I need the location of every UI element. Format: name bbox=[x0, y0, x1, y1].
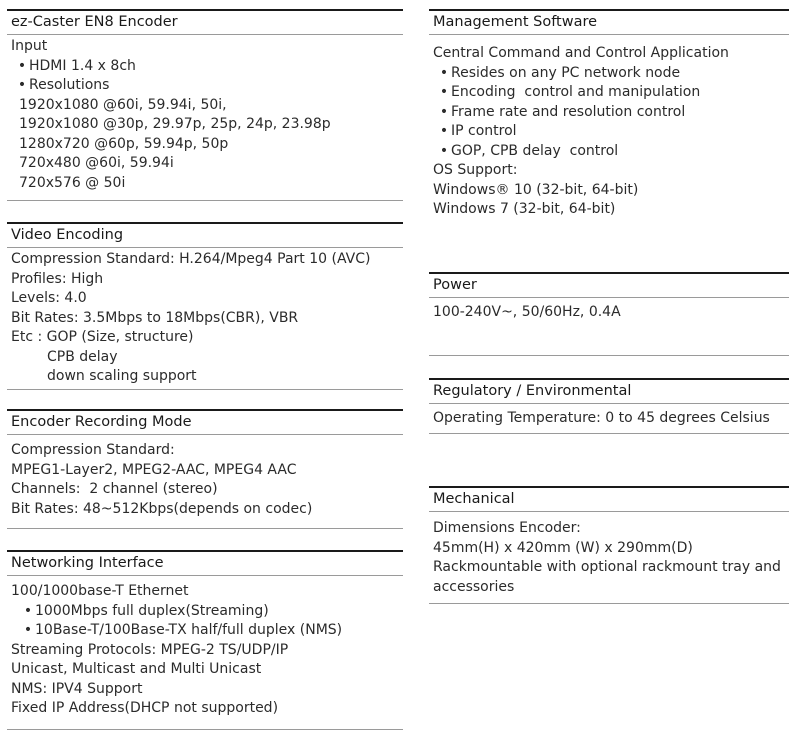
spec-line: Compression Standard: H.264/Mpeg4 Part 10 (AVC) bbox=[11, 251, 371, 267]
spec-line: Bit Rates: 3.5Mbps to 18Mbps(CBR), VBR bbox=[11, 309, 299, 326]
section-power bbox=[429, 272, 789, 356]
section-title: ez-Caster EN8 Encoder bbox=[7, 9, 403, 35]
spec-line: GOP, CPB delay control bbox=[451, 142, 619, 159]
spec-line: 1920x1080 @60i, 59.94i, 50i, bbox=[19, 96, 227, 113]
bullet-icon: • bbox=[439, 84, 449, 100]
section-title: Video Encoding bbox=[7, 222, 403, 248]
spec-line: Channels: 2 channel (stereo) bbox=[11, 481, 218, 497]
section-title: Networking Interface bbox=[7, 550, 403, 576]
spec-line: Encoding control and manipulation bbox=[451, 84, 701, 100]
spec-line: Frame rate and resolution control bbox=[451, 103, 686, 120]
bullet-icon: • bbox=[439, 103, 449, 120]
section-video-encoding bbox=[7, 222, 403, 390]
section-title: Management Software bbox=[429, 9, 789, 35]
section-title: Power bbox=[429, 272, 789, 298]
spec-line: Windows® 10 (32-bit, 64-bit) bbox=[433, 181, 639, 198]
spec-line: Profiles: High bbox=[11, 270, 104, 287]
spec-line: Resides on any PC network node bbox=[451, 64, 681, 81]
divider bbox=[429, 603, 789, 604]
spec-line: Dimensions Encoder: bbox=[433, 520, 581, 536]
spec-line: accessories bbox=[433, 578, 515, 595]
divider bbox=[7, 729, 403, 730]
section-title: Encoder Recording Mode bbox=[7, 409, 403, 435]
spec-line: Streaming Protocols: MPEG-2 TS/UDP/IP bbox=[11, 641, 289, 658]
spec-line: Windows 7 (32-bit, 64-bit) bbox=[433, 201, 616, 217]
section-title: Regulatory / Environmental bbox=[429, 378, 789, 404]
spec-line: Input bbox=[11, 38, 48, 54]
divider bbox=[7, 200, 403, 201]
spec-line: 45mm(H) x 420mm (W) x 290mm(D) bbox=[433, 539, 693, 556]
section-recording-mode bbox=[7, 409, 403, 529]
divider bbox=[429, 355, 789, 356]
spec-line: 100/1000base-T Ethernet bbox=[11, 583, 189, 599]
bullet-icon: • bbox=[23, 602, 33, 619]
divider bbox=[7, 528, 403, 529]
spec-line: Central Command and Control Application bbox=[433, 45, 729, 61]
spec-line: Operating Temperature: 0 to 45 degrees Celsius bbox=[433, 410, 770, 426]
spec-line: Bit Rates: 48~512Kbps(depends on codec) bbox=[11, 500, 313, 517]
spec-line: 100-240V~, 50/60Hz, 0.4A bbox=[433, 304, 621, 320]
bullet-icon: • bbox=[17, 77, 27, 93]
spec-line: HDMI 1.4 x 8ch bbox=[29, 57, 136, 74]
spec-line: 1920x1080 @30p, 29.97p, 25p, 24p, 23.98p bbox=[19, 116, 331, 132]
spec-line: Rackmountable with optional rackmount tray and bbox=[433, 559, 781, 575]
bullet-icon: • bbox=[23, 622, 33, 638]
spec-line: OS Support: bbox=[433, 162, 518, 178]
spec-line: 720x480 @60i, 59.94i bbox=[19, 155, 174, 171]
divider bbox=[429, 433, 789, 434]
spec-line: Etc : GOP (Size, structure) bbox=[11, 329, 194, 345]
section-title: Mechanical bbox=[429, 486, 789, 512]
bullet-icon: • bbox=[439, 64, 449, 81]
spec-line: NMS: IPV4 Support bbox=[11, 680, 143, 697]
spec-line: 1000Mbps full duplex(Streaming) bbox=[35, 602, 269, 619]
section-regulatory bbox=[429, 378, 789, 434]
bullet-icon: • bbox=[17, 57, 27, 74]
spec-line: 10Base-T/100Base-TX half/full duplex (NMS) bbox=[35, 622, 343, 638]
spec-line: 720x576 @ 50i bbox=[19, 174, 126, 191]
spec-line: Fixed IP Address(DHCP not supported) bbox=[11, 700, 279, 716]
spec-line: 1280x720 @60p, 59.94p, 50p bbox=[19, 135, 229, 152]
section-encoder bbox=[7, 9, 403, 201]
spec-line: down scaling support bbox=[47, 368, 197, 384]
section-mechanical bbox=[429, 486, 789, 604]
spec-line: IP control bbox=[451, 123, 517, 139]
spec-line: Resolutions bbox=[29, 77, 110, 93]
bullet-icon: • bbox=[439, 142, 449, 159]
section-management-software bbox=[429, 9, 789, 235]
section-networking bbox=[7, 550, 403, 730]
spec-line: CPB delay bbox=[47, 348, 118, 365]
spec-line: Compression Standard: bbox=[11, 442, 175, 458]
spec-line: Levels: 4.0 bbox=[11, 290, 87, 306]
spec-line: MPEG1-Layer2, MPEG2-AAC, MPEG4 AAC bbox=[11, 461, 297, 478]
spec-line: Unicast, Multicast and Multi Unicast bbox=[11, 661, 262, 677]
divider bbox=[7, 389, 403, 390]
bullet-icon: • bbox=[439, 123, 449, 139]
